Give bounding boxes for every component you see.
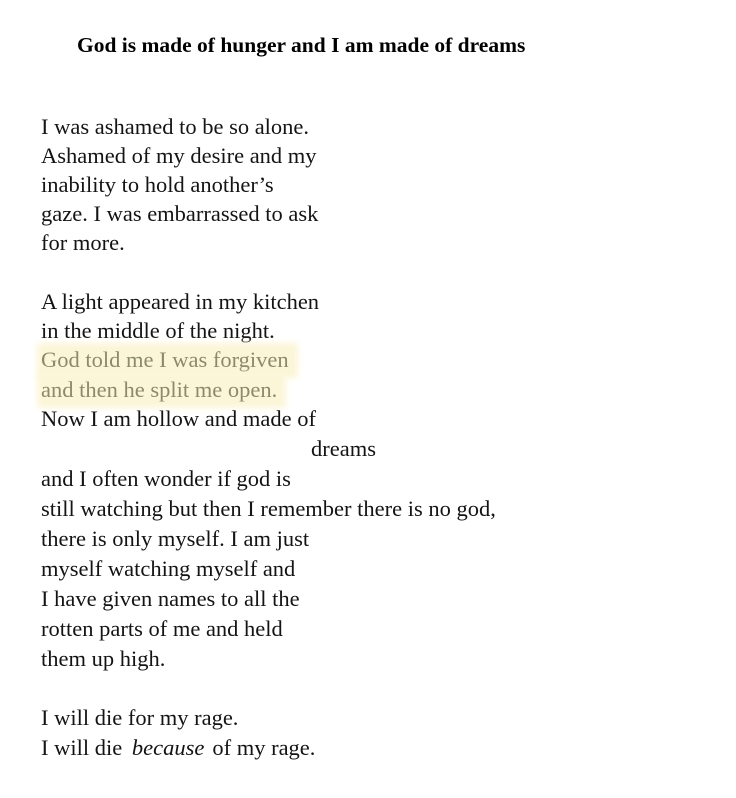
poem-line: them up high.	[41, 646, 166, 671]
poem-line: still watching but then I remember there is no god,	[41, 496, 496, 521]
poem-line: Now I am hollow and made of	[41, 406, 316, 431]
poem-line: I was ashamed to be so alone.	[41, 114, 310, 139]
poem-line: in the middle of the night.	[41, 318, 275, 343]
poem-title: God is made of hunger and I am made of dreams	[77, 33, 526, 57]
highlighted-line	[41, 345, 294, 375]
poem-line-indented: dreams	[311, 436, 376, 461]
poem-line: myself watching myself and	[41, 556, 296, 581]
highlight-mark: God told me I was forgiven	[41, 347, 294, 374]
poem-line: there is only myself. I am just	[41, 526, 310, 551]
line-prefix: I will die	[41, 735, 123, 760]
poem-line: I will die for my rage.	[41, 705, 239, 730]
poem-line-final	[41, 733, 315, 763]
highlight-mark: and then he split me open.	[41, 377, 282, 404]
poem-line: rotten parts of me and held	[41, 616, 283, 641]
poem-line: A light appeared in my kitchen	[41, 289, 320, 314]
poem-line: gaze. I was embarrassed to ask	[41, 201, 319, 226]
poem-line: and I often wonder if god is	[41, 466, 291, 491]
poem-line: Ashamed of my desire and my	[41, 143, 317, 168]
poem-line: I have given names to all the	[41, 586, 300, 611]
highlighted-line	[41, 375, 282, 405]
emphasized-word: because	[131, 735, 205, 760]
poem-line: for more.	[41, 230, 125, 255]
line-suffix: of my rage.	[212, 735, 316, 760]
poem-line: inability to hold another’s	[41, 172, 274, 197]
